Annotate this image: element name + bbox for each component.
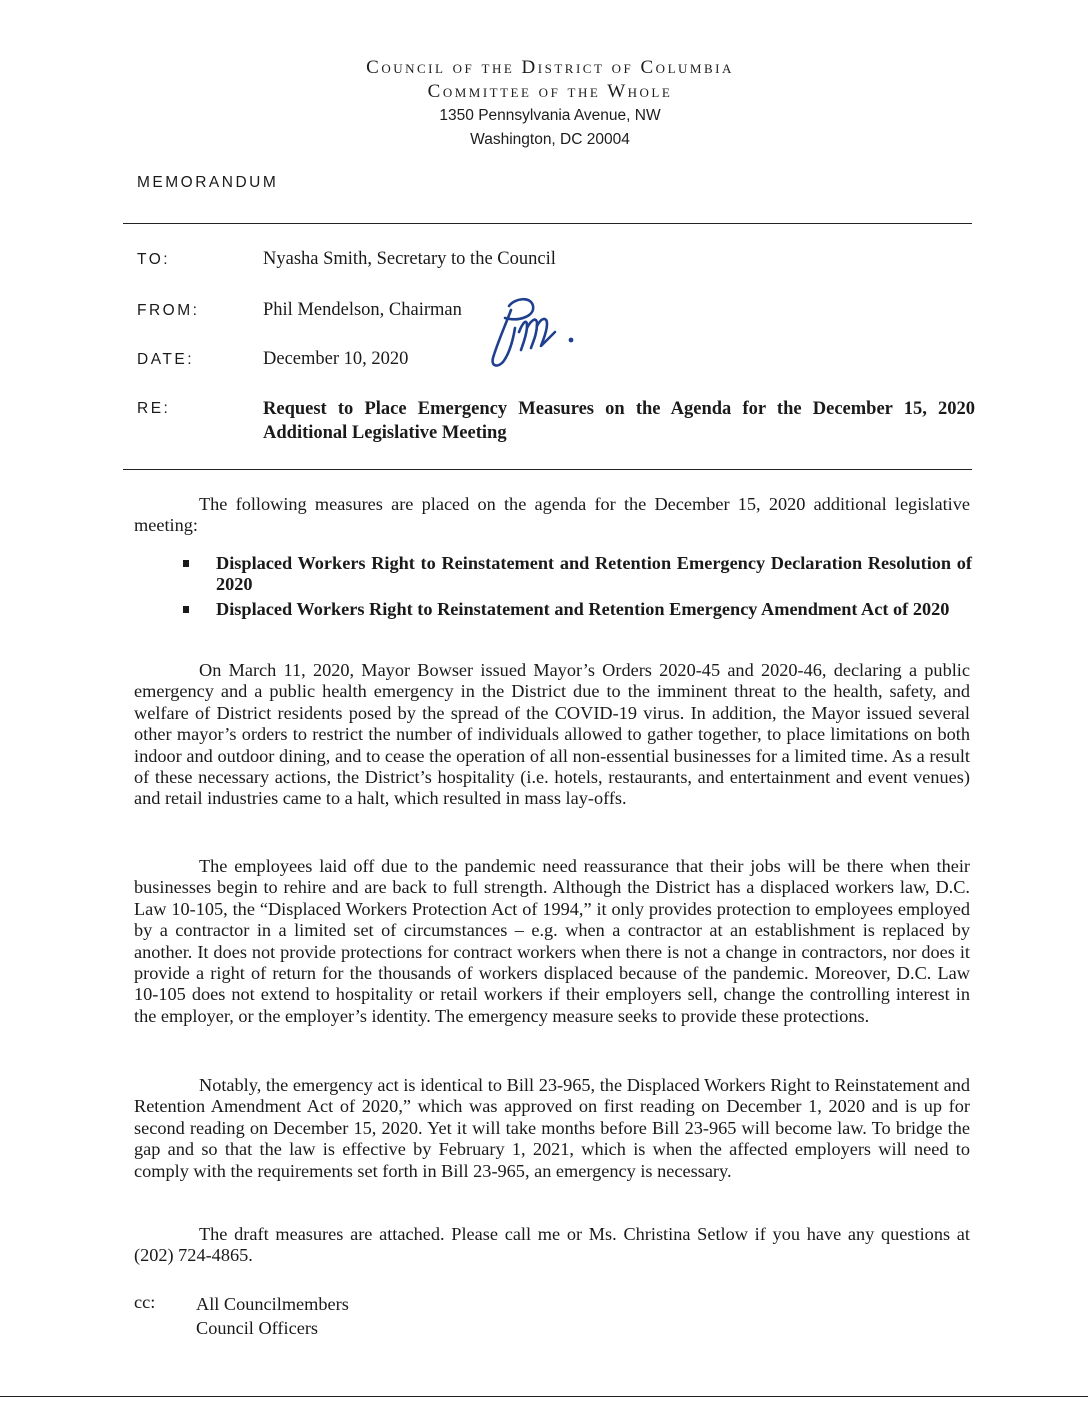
bullet-marker bbox=[183, 606, 189, 613]
cc-recipients bbox=[196, 1292, 349, 1340]
from-label: FROM: bbox=[137, 302, 200, 319]
date-label: DATE: bbox=[137, 351, 194, 368]
from-value: Phil Mendelson, Chairman bbox=[263, 300, 462, 320]
page-bottom-rule bbox=[0, 1396, 1088, 1397]
city-address: Washington, DC 20004 bbox=[470, 131, 630, 148]
signature-dot bbox=[569, 338, 574, 343]
cc-recipient: Council Officers bbox=[196, 1318, 319, 1338]
intro-paragraph: The following measures are placed on the agenda for the December 15, 2020 additional legislative meeting: bbox=[134, 494, 970, 536]
letterhead bbox=[0, 56, 1088, 152]
cc-recipient: All Councilmembers bbox=[196, 1294, 349, 1314]
memorandum-label: MEMORANDUM bbox=[137, 174, 279, 191]
measure-item bbox=[176, 599, 972, 620]
header-bottom-rule bbox=[123, 469, 972, 470]
cc-label: cc: bbox=[134, 1292, 156, 1312]
chairman-signature bbox=[475, 292, 585, 374]
street-address: 1350 Pennsylvania Avenue, NW bbox=[439, 107, 661, 124]
to-label: TO: bbox=[137, 251, 171, 268]
header-top-rule bbox=[123, 223, 972, 224]
measures-list bbox=[176, 553, 972, 623]
measure-title: Displaced Workers Right to Reinstatement and Retention Emergency Amendment Act of 2020 bbox=[216, 598, 950, 619]
contact-paragraph: The draft measures are attached. Please call me or Ms. Christina Setlow if you have any questions at (202) 724-4865. bbox=[134, 1224, 970, 1266]
emergency-paragraph: Notably, the emergency act is identical to Bill 23-965, the Displaced Workers Right to Reinstatement and Retention Amendment Act of 2020,” which was approved on first reading on December 1, 2020 and is up for second reading on December 15, 2020. Yet it will take months before Bill 23-965 will become law. To bridge the gap and so that the law is effective by February 1, 2021, which is when the affected employers will need to comply with the requirements set forth in Bill 23-965, an emergency is necessary. bbox=[134, 1075, 970, 1181]
protections-paragraph: The employees laid off due to the pandemic need reassurance that their jobs will be there when their businesses begin to rehire and are back to full strength. Although the District has a displaced workers law, D.C. Law 10-105, the “Displaced Workers Protection Act of 1994,” it only provides protection to employees employed by a contractor in a limited set of circumstances – e.g. when a contractor at an establishment is replaced by another. It does not provide protections for contract workers when there is not a change in contractors, nor does it provide a right of return for the thousands of workers displaced because of the pandemic. Moreover, D.C. Law 10-105 does not extend to hospitality or retail workers if their employers sell, change the controlling interest in the employer, or the employer’s identity. The emergency measure seeks to provide these protections. bbox=[134, 856, 970, 1026]
council-name: Council of the District of Columbia bbox=[366, 57, 734, 78]
signature-strokes bbox=[493, 299, 555, 365]
committee-name: Committee of the Whole bbox=[427, 81, 673, 102]
to-value: Nyasha Smith, Secretary to the Council bbox=[263, 249, 556, 269]
re-subject: Request to Place Emergency Measures on the Agenda for the December 15, 2020 Additional Legislative Meeting bbox=[263, 399, 975, 443]
measure-title: Displaced Workers Right to Reinstatement and Retention Emergency Declaration Resolution of 2020 bbox=[216, 553, 972, 595]
re-label: RE: bbox=[137, 400, 171, 417]
bullet-marker bbox=[183, 560, 189, 567]
measure-item bbox=[176, 553, 972, 596]
date-value: December 10, 2020 bbox=[263, 349, 409, 369]
background-paragraph: On March 11, 2020, Mayor Bowser issued Mayor’s Orders 2020-45 and 2020-46, declaring a public emergency and a public health emergency in the District due to the imminent threat to the health, safety, and welfare of District residents posed by the spread of the COVID-19 virus. In addition, the Mayor issued several other mayor’s orders to restrict the number of individuals allowed to gather together, to place limitations on both indoor and outdoor dining, and to cease the operation of all non-essential businesses for a limited time. As a result of these necessary actions, the District’s hospitality (i.e. hotels, restaurants, and entertainment and event venues) and retail industries came to a halt, which resulted in mass lay-offs. bbox=[134, 660, 970, 809]
